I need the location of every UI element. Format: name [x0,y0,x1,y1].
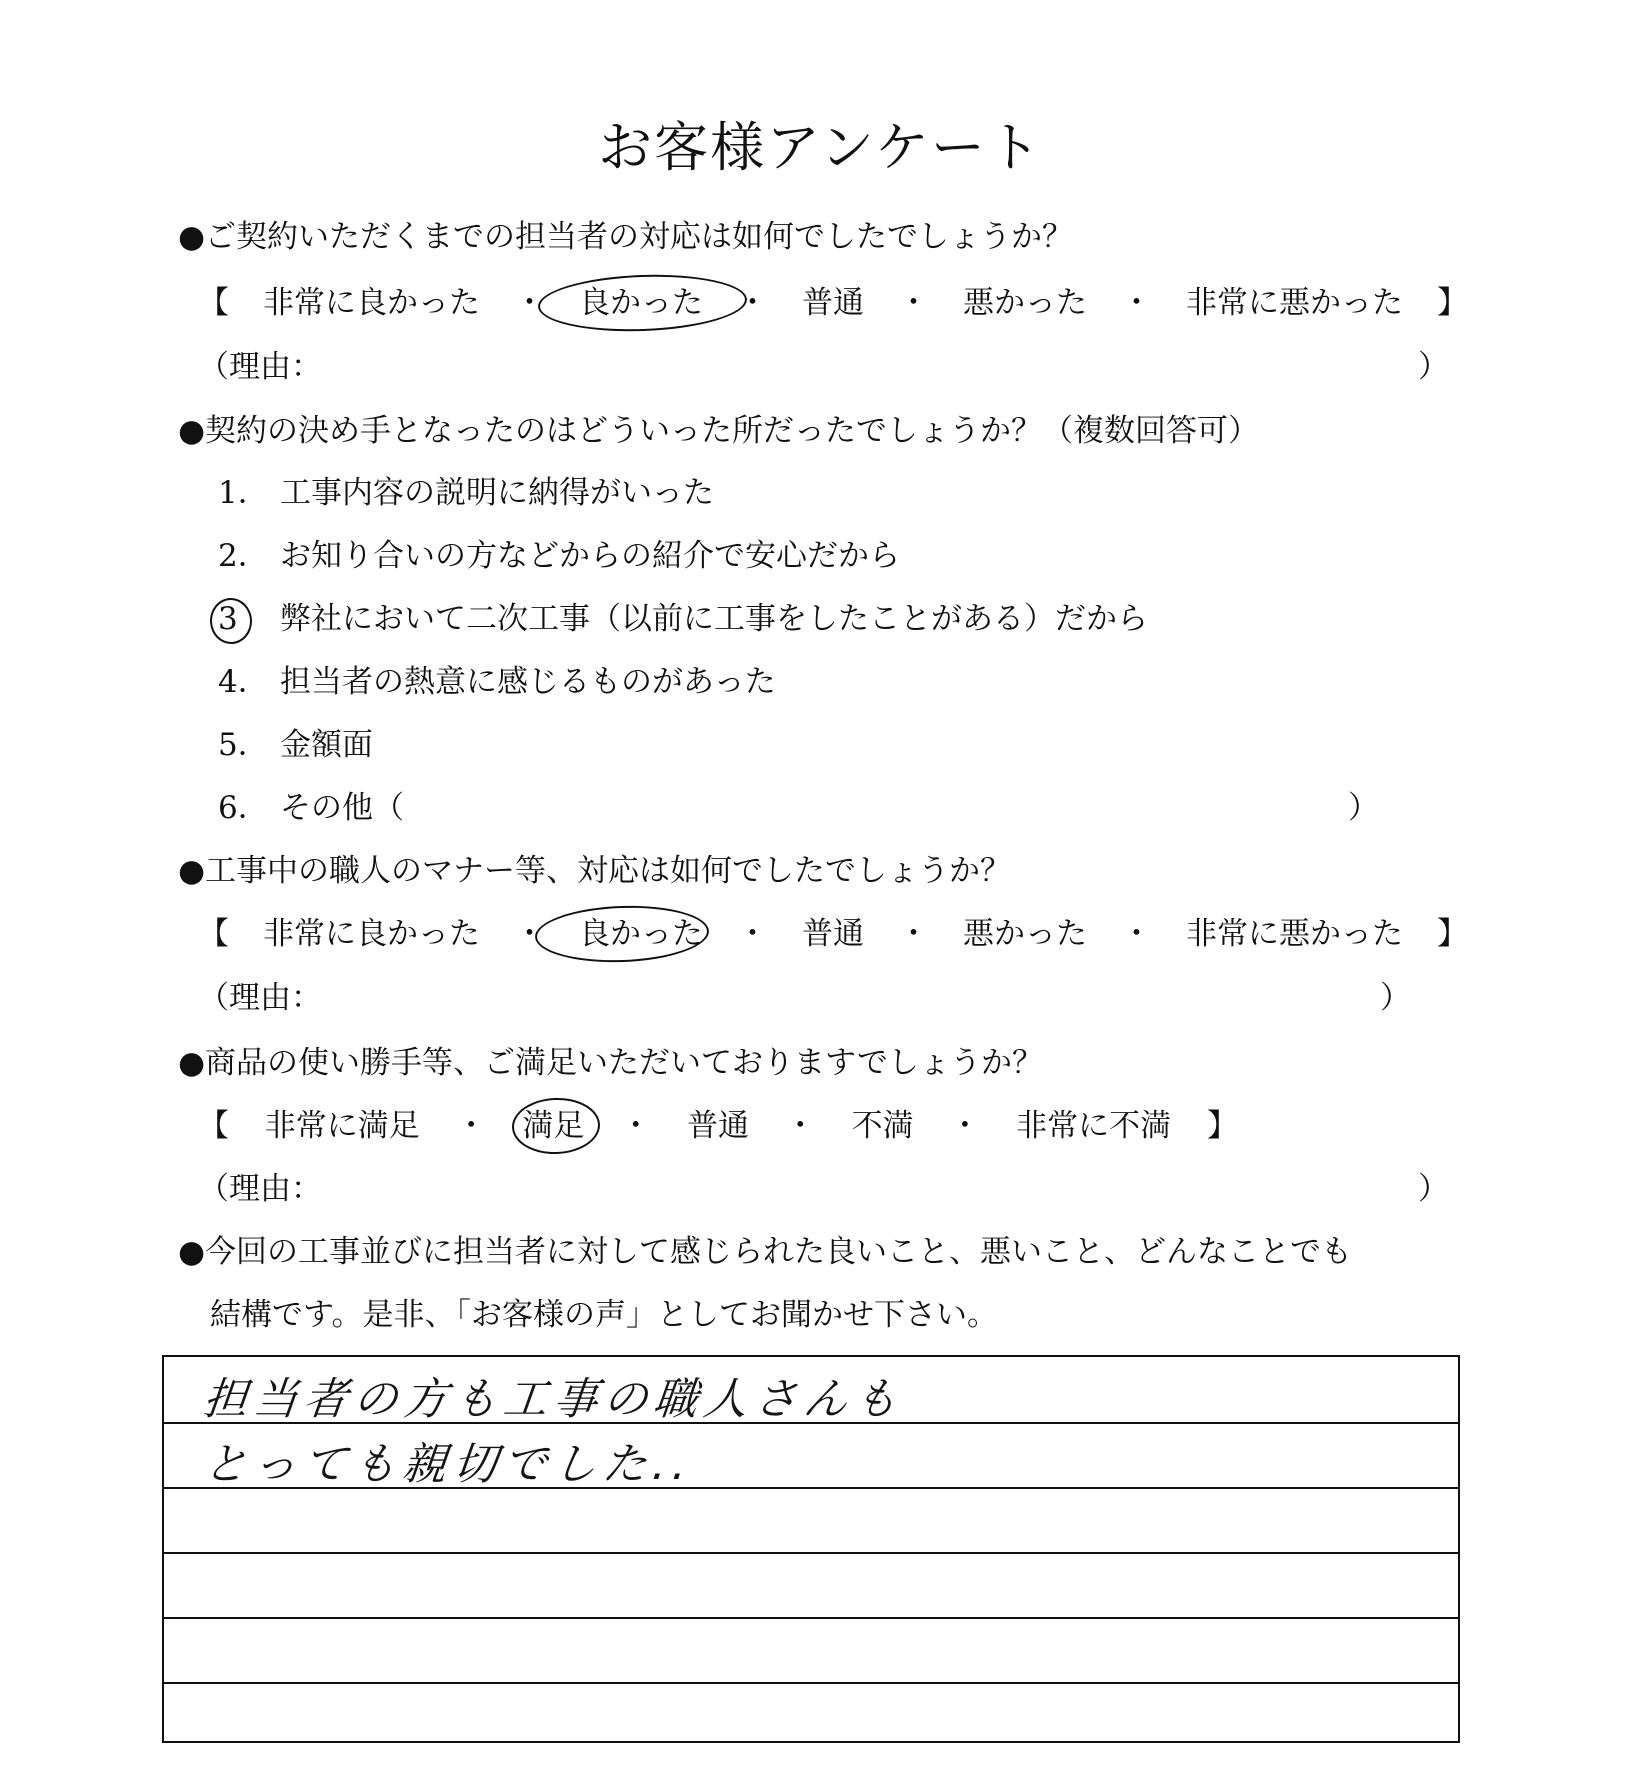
question-4: ●商品の使い勝手等、ご満足いただいておりますでしょうか？ [178,1045,1043,1081]
list-item[interactable] [218,473,714,513]
handwritten-answer-line: とっても親切でした.. [200,1439,696,1490]
choice-very-good[interactable]: 非常に良かった [263,916,480,952]
separator: ・ [1121,285,1152,321]
separator: ・ [784,1108,816,1144]
choice-satisfied[interactable]: 満足 [522,1108,585,1144]
list-item[interactable] [218,788,404,828]
bracket-close: 】 [1437,285,1468,321]
question-5-continued: 結構です。是非、「お客様の声」としてお聞かせ下さい。 [210,1297,999,1333]
item-number: 3 [218,601,238,637]
choice-very-dissatisfied[interactable]: 非常に不満 [1016,1108,1172,1144]
list-item[interactable] [218,599,1148,639]
bracket-open: 【 [198,285,229,321]
reason-close: ） [1418,1171,1449,1207]
item-number: 6． [218,790,269,826]
handwritten-answer-line: 担当者の方も工事の職人さんも [200,1374,907,1425]
choice-bad[interactable]: 悪かった [963,916,1087,952]
item-text: 担当者の熱意に感じるものがあった [280,664,776,700]
choice-very-bad[interactable]: 非常に悪かった [1186,285,1403,321]
separator: ・ [620,1108,652,1144]
ruled-line [164,1617,1458,1619]
choice-very-good[interactable]: 非常に良かった [263,285,480,321]
item-text: 工事内容の説明に納得がいった [280,475,714,511]
choice-good[interactable]: 良かった [579,916,703,952]
bracket-close: 】 [1206,1108,1238,1144]
item-text: お知り合いの方などからの紹介で安心だから [280,538,900,574]
choice-average[interactable]: 普通 [802,285,864,321]
selection-circle-mark [534,903,710,965]
reason-close: ） [1418,349,1449,385]
list-item[interactable] [218,725,373,765]
item-text: その他（ [280,790,404,826]
choice-bad[interactable]: 悪かった [963,285,1087,321]
list-item[interactable] [218,662,776,702]
choice-very-satisfied[interactable]: 非常に満足 [264,1108,420,1144]
item-text: 弊社において二次工事（以前に工事をしたことがある）だから [280,601,1148,637]
question-4-choices [198,1106,1238,1146]
page-title: お客様アンケート [598,116,1043,179]
choice-dissatisfied[interactable]: 不満 [851,1108,914,1144]
separator: ・ [514,916,545,952]
bracket-open: 【 [198,1108,229,1144]
question-3-choices [198,914,1468,954]
separator: ・ [737,916,768,952]
item-number: 2． [218,538,269,574]
reason-label: （理由： [198,349,322,385]
item-number: 1． [218,475,269,511]
question-3: ●工事中の職人のマナー等、対応は如何でしたでしょうか？ [178,853,1012,889]
bracket-open: 【 [198,916,229,952]
separator: ・ [737,285,768,321]
question-5: ●今回の工事並びに担当者に対して感じられた良いこと、悪いこと、どんなことでも [178,1234,1353,1270]
item-number: 4． [218,664,269,700]
choice-very-bad[interactable]: 非常に悪かった [1186,916,1403,952]
separator: ・ [1121,916,1152,952]
question-2: ●契約の決め手となったのはどういった所だったでしょうか？（複数回答可） [178,413,1260,449]
item-text: 金額面 [280,727,373,763]
reason-label: （理由： [198,1171,322,1207]
separator: ・ [898,916,929,952]
question-1: ●ご契約いただくまでの担当者の対応は如何でしたでしょうか？ [178,219,1074,255]
question-1-choices [198,283,1468,323]
separator: ・ [455,1108,487,1144]
separator: ・ [898,285,929,321]
choice-average[interactable]: 普通 [802,916,864,952]
bracket-close: 】 [1437,916,1468,952]
other-close: ） [1348,790,1379,826]
ruled-line [164,1682,1458,1684]
list-item[interactable] [218,536,900,576]
choice-average[interactable]: 普通 [686,1108,749,1144]
reason-label: （理由： [198,980,322,1016]
free-comment-box[interactable] [162,1355,1460,1743]
separator: ・ [514,285,545,321]
choice-good[interactable]: 良かった [579,285,703,321]
item-number: 5． [218,727,269,763]
selection-circle-mark [537,271,748,334]
separator: ・ [949,1108,981,1144]
ruled-line [164,1552,1458,1554]
reason-close: ） [1380,980,1411,1016]
